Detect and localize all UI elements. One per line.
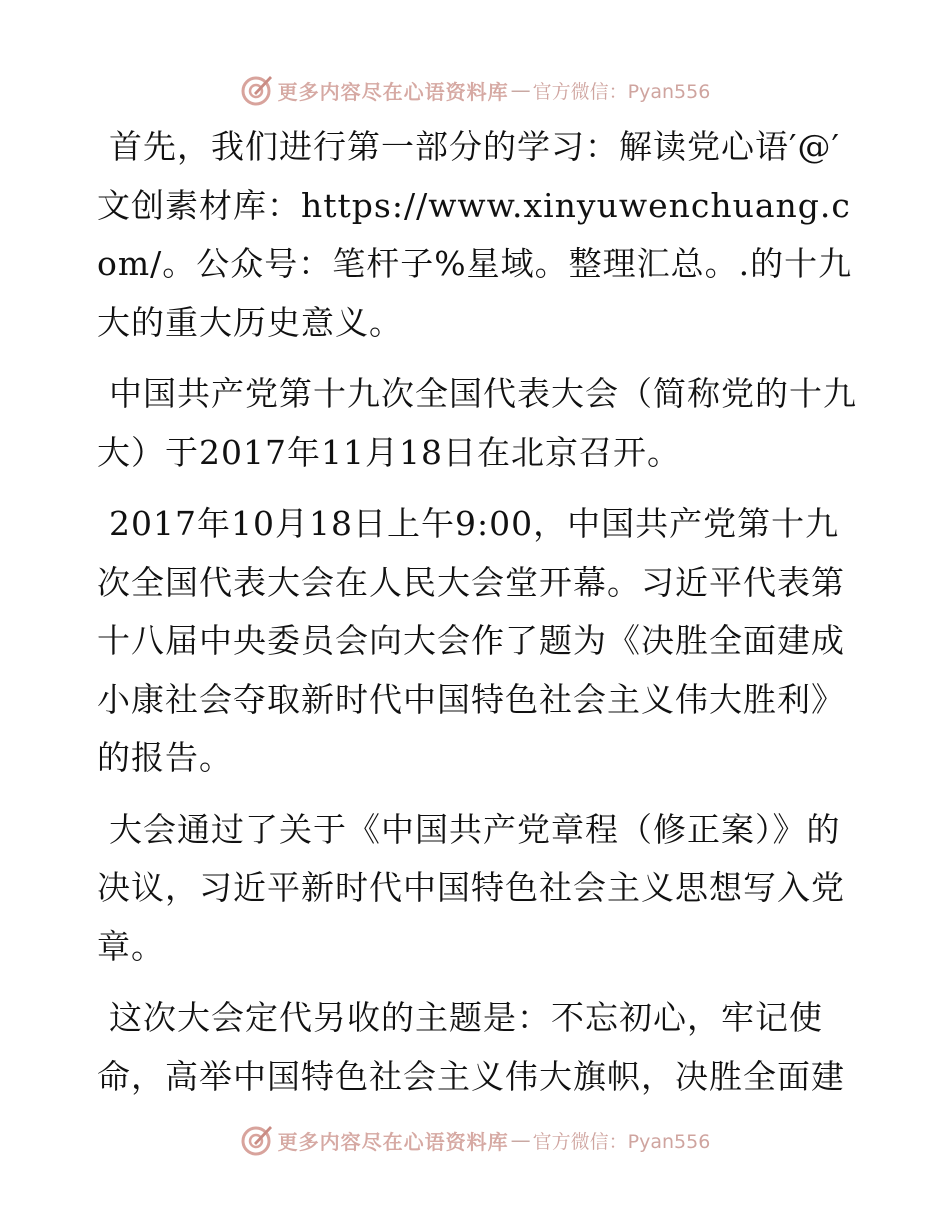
document-body bbox=[97, 118, 857, 1119]
separator: — bbox=[510, 1128, 531, 1152]
site-name: 更多内容尽在心语资料库 bbox=[277, 1129, 509, 1154]
paragraph: 首先，我们进行第一部分的学习：解读党心语′@′文创素材库：https://www.xinyuwenchuang.com/。公众号：笔杆子%星域。整理汇总。.的十九大的重大历史意义。 bbox=[97, 127, 853, 342]
paragraph: 中国共产党第十九次全国代表大会（简称党的十九大）于2017年11月18日在北京召开。 bbox=[97, 374, 857, 472]
wechat-id: 官方微信：Pyan556 bbox=[532, 1130, 711, 1153]
brush-logo-icon bbox=[240, 1123, 274, 1157]
paragraph: 2017年10月18日上午9:00，中国共产党第十九次全国代表大会在人民大会堂开幕。习近平代表第十八届中央委员会向大会作了题为《决胜全面建成小康社会夺取新时代中国特色社会主义伟大胜利》的报告。 bbox=[97, 504, 845, 777]
text-segment: 的主题是：不忘初心，牢记使命，高举中国特色社会主义伟大旗帜，决胜全面建 bbox=[97, 998, 845, 1096]
footer-watermark bbox=[0, 1120, 950, 1160]
paragraph-last bbox=[97, 989, 857, 1106]
highlight-text: 另收 bbox=[313, 998, 381, 1037]
text-segment: 这次大会定代 bbox=[109, 998, 313, 1037]
site-name: 更多内容尽在心语资料库 bbox=[277, 79, 509, 104]
brush-logo-icon bbox=[240, 73, 274, 107]
paragraph: 大会通过了关于《中国共产党章程（修正案）》的决议，习近平新时代中国特色社会主义思想写入党章。 bbox=[97, 809, 845, 966]
header-watermark bbox=[0, 70, 950, 110]
separator: — bbox=[510, 78, 531, 102]
wechat-id: 官方微信：Pyan556 bbox=[532, 80, 711, 103]
